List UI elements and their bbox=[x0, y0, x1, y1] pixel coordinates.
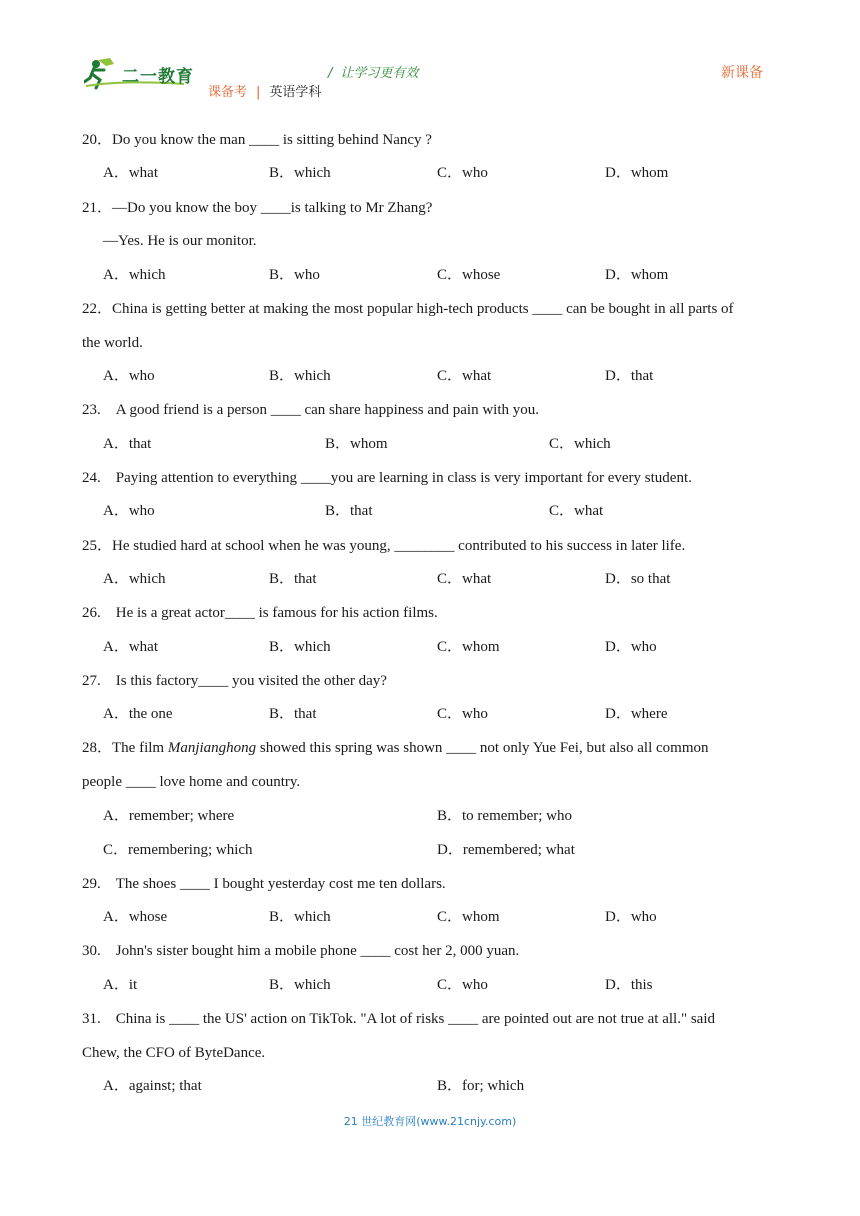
option-20-b[interactable]: B．which bbox=[269, 165, 331, 181]
question-20: 20．Do you know the man ____ is sitting behind Nancy ? bbox=[82, 132, 432, 148]
subheader bbox=[208, 81, 321, 100]
option-27-c[interactable]: C．who bbox=[437, 706, 488, 722]
option-20-c[interactable]: C．who bbox=[437, 165, 488, 181]
question-22: 22．China is getting better at making the most popular high-tech products ____ can be bought in all parts of bbox=[82, 301, 734, 317]
option-28-d[interactable]: D．remembered; what bbox=[437, 842, 575, 858]
question-28-part1: 28．The film bbox=[82, 740, 168, 756]
question-26: 26. He is a great actor____ is famous for his action films. bbox=[82, 605, 438, 621]
option-30-a[interactable]: A．it bbox=[103, 977, 138, 993]
question-28 bbox=[82, 738, 709, 758]
option-23-b[interactable]: B．whom bbox=[325, 436, 388, 452]
question-23: 23. A good friend is a person ____ can share happiness and pain with you. bbox=[82, 402, 539, 418]
question-25: 25．He studied hard at school when he was young, ________ contributed to his success in later life. bbox=[82, 538, 686, 554]
option-30-c[interactable]: C．who bbox=[437, 977, 488, 993]
option-21-a[interactable]: A．which bbox=[103, 267, 166, 283]
option-30-d[interactable]: D．this bbox=[605, 977, 653, 993]
option-24-a[interactable]: A．who bbox=[103, 503, 155, 519]
option-24-c[interactable]: C．what bbox=[549, 503, 604, 519]
question-28-line2: people ____ love home and country. bbox=[82, 774, 301, 790]
question-28-part2: showed this spring was shown ____ not only Yue Fei, but also all common bbox=[256, 740, 709, 756]
option-23-a[interactable]: A．that bbox=[103, 436, 152, 452]
option-27-d[interactable]: D．where bbox=[605, 706, 668, 722]
option-25-c[interactable]: C．what bbox=[437, 571, 492, 587]
new-course-label: 新课备 bbox=[721, 65, 763, 81]
option-26-d[interactable]: D．who bbox=[605, 639, 657, 655]
question-31-line2: Chew, the CFO of ByteDance. bbox=[82, 1045, 266, 1061]
option-21-b[interactable]: B．who bbox=[269, 267, 320, 283]
option-28-c[interactable]: C．remembering; which bbox=[103, 842, 253, 858]
question-27: 27. Is this factory____ you visited the other day? bbox=[82, 673, 387, 689]
option-30-b[interactable]: B．which bbox=[269, 977, 331, 993]
option-27-a[interactable]: A．the one bbox=[103, 706, 173, 722]
option-29-a[interactable]: A．whose bbox=[103, 909, 168, 925]
question-22-line2: the world. bbox=[82, 335, 143, 351]
option-22-d[interactable]: D．that bbox=[605, 368, 654, 384]
option-24-b[interactable]: B．that bbox=[325, 503, 373, 519]
option-20-d[interactable]: D．whom bbox=[605, 165, 669, 181]
question-24: 24. Paying attention to everything ____you are learning in class is very important for every student. bbox=[82, 470, 692, 486]
option-21-d[interactable]: D．whom bbox=[605, 267, 669, 283]
option-25-b[interactable]: B．that bbox=[269, 571, 317, 587]
film-title: Manjianghong bbox=[167, 740, 257, 756]
option-23-c[interactable]: C．which bbox=[549, 436, 611, 452]
option-22-b[interactable]: B．which bbox=[269, 368, 331, 384]
slogan bbox=[328, 62, 418, 81]
option-26-b[interactable]: B．which bbox=[269, 639, 331, 655]
option-21-c[interactable]: C．whose bbox=[437, 267, 501, 283]
divider-bar: | bbox=[256, 85, 261, 100]
slogan-text: 让学习更有效 bbox=[340, 66, 419, 81]
option-25-d[interactable]: D．so that bbox=[605, 571, 671, 587]
option-31-b[interactable]: B．for; which bbox=[437, 1078, 525, 1094]
question-29: 29. The shoes ____ I bought yesterday cost me ten dollars. bbox=[82, 876, 446, 892]
option-27-b[interactable]: B．that bbox=[269, 706, 317, 722]
option-29-b[interactable]: B．which bbox=[269, 909, 331, 925]
option-28-b[interactable]: B．to remember; who bbox=[437, 808, 572, 824]
option-31-a[interactable]: A．against; that bbox=[103, 1078, 202, 1094]
prep-label: 课备考 bbox=[208, 85, 248, 100]
page-footer: 21 世纪教育网(www.21cnjy.com) bbox=[343, 1115, 517, 1128]
option-20-a[interactable]: A．what bbox=[103, 165, 158, 181]
question-31: 31. China is ____ the US' action on TikTok. "A lot of risks ____ are pointed out are not true at all." said bbox=[82, 1011, 716, 1027]
question-30: 30. John's sister bought him a mobile phone ____ cost her 2, 000 yuan. bbox=[82, 943, 520, 959]
question-21: 21．—Do you know the boy ____is talking to Mr Zhang? bbox=[82, 200, 433, 216]
slogan-slash: / bbox=[328, 66, 333, 81]
subject-label: 英语学科 bbox=[269, 85, 322, 100]
option-22-c[interactable]: C．what bbox=[437, 368, 492, 384]
option-26-c[interactable]: C．whom bbox=[437, 639, 500, 655]
logo-text: 二一教育 bbox=[122, 67, 194, 87]
option-22-a[interactable]: A．who bbox=[103, 368, 155, 384]
option-29-c[interactable]: C．whom bbox=[437, 909, 500, 925]
option-25-a[interactable]: A．which bbox=[103, 571, 166, 587]
question-21-reply: —Yes. He is our monitor. bbox=[103, 233, 257, 249]
option-26-a[interactable]: A．what bbox=[103, 639, 158, 655]
option-29-d[interactable]: D．who bbox=[605, 909, 657, 925]
page-header bbox=[0, 0, 860, 110]
option-28-a[interactable]: A．remember; where bbox=[103, 808, 235, 824]
